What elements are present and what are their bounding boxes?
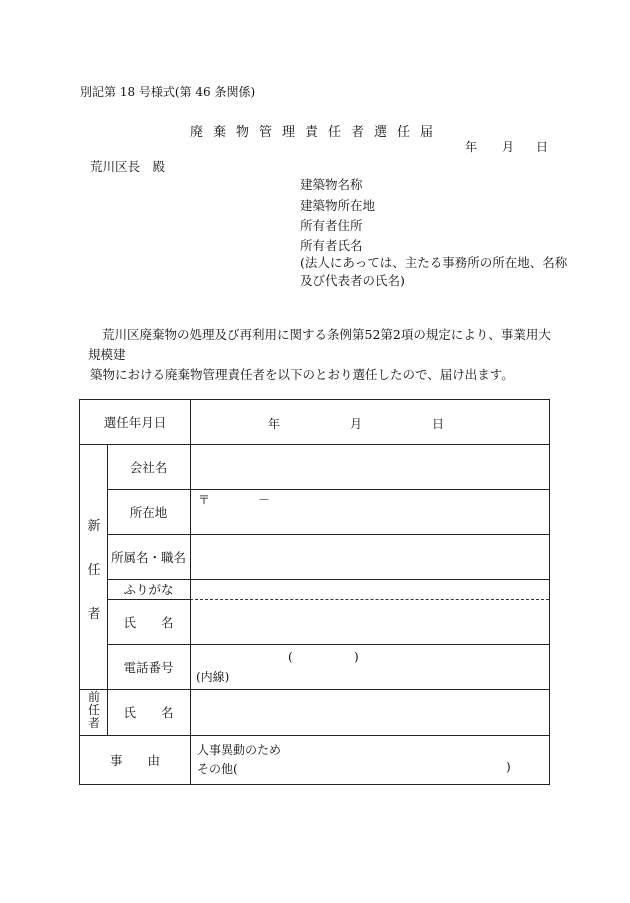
new-appointee-label-2: 任 [87,563,101,578]
appointment-table [79,399,550,785]
date-year-label: 年 [465,140,478,154]
declaration-line1: 荒川区廃棄物の処理及び再利用に関する条例第52第2項の規定により、事業用大規模建 [88,327,551,362]
department-title-label: 所属名・職名 [110,549,186,565]
reason-other-close-paren: ) [506,760,511,774]
date-month-label: 月 [502,140,515,154]
phone-open-paren: ( [288,650,293,664]
postal-dash: － [258,493,271,507]
form-title: 廃棄物管理責任者選任届 [190,125,444,140]
declaration-text [88,325,558,385]
declaration-line2: 築物における廃棄物管理責任者を以下のとおり選任したので、届け出ます。 [90,367,514,382]
company-name-field[interactable] [192,446,548,488]
postal-mark: 〒 [198,493,211,507]
owner-address-label: 所有者住所 [300,218,363,233]
appointment-date-label: 選任年月日 [103,415,167,430]
phone-label: 電話番号 [123,659,174,675]
appointment-month-label: 月 [350,417,363,431]
owner-name-label: 所有者氏名 [300,238,363,253]
previous-appointee-label-2: 任 [87,703,100,717]
appointment-day-label: 日 [432,417,445,431]
addressee: 荒川区長 殿 [90,159,166,174]
new-name-field[interactable] [192,601,548,643]
previous-appointee-label-3: 者 [87,716,100,730]
address-label: 所在地 [129,504,168,520]
phone-close-paren: ) [354,650,359,664]
corporate-note-line1: (法人にあっては、主たる事務所の所在地、名称 [300,255,568,270]
new-name-label: 氏 名 [123,614,174,630]
reason-label: 事 由 [109,752,160,768]
building-name-label: 建築物名称 [300,177,363,192]
form-reference: 別記第 18 号様式(第 46 条関係) [80,85,256,99]
appointment-year-label: 年 [268,417,281,431]
furigana-field[interactable] [192,581,548,598]
reason-option-other[interactable]: その他( [197,762,238,776]
department-title-field[interactable] [192,536,548,578]
corporate-note-line2: 及び代表者の氏名) [300,273,405,288]
address-field[interactable] [192,491,548,533]
previous-name-field[interactable] [192,691,548,734]
previous-appointee-label [83,691,105,730]
new-appointee-label-1: 新 [87,519,101,534]
reason-option-personnel-change[interactable]: 人事異動のため [197,743,282,757]
furigana-label: ふりがな [123,582,174,597]
new-appointee-label-3: 者 [87,607,101,622]
phone-field[interactable] [192,646,548,688]
building-location-label: 建築物所在地 [300,198,376,213]
previous-appointee-label-1: 前 [87,690,100,704]
extension-label: (内線) [196,670,230,684]
company-name-label: 会社名 [129,459,168,475]
previous-name-label: 氏 名 [123,705,174,720]
date-day-label: 日 [536,140,549,154]
